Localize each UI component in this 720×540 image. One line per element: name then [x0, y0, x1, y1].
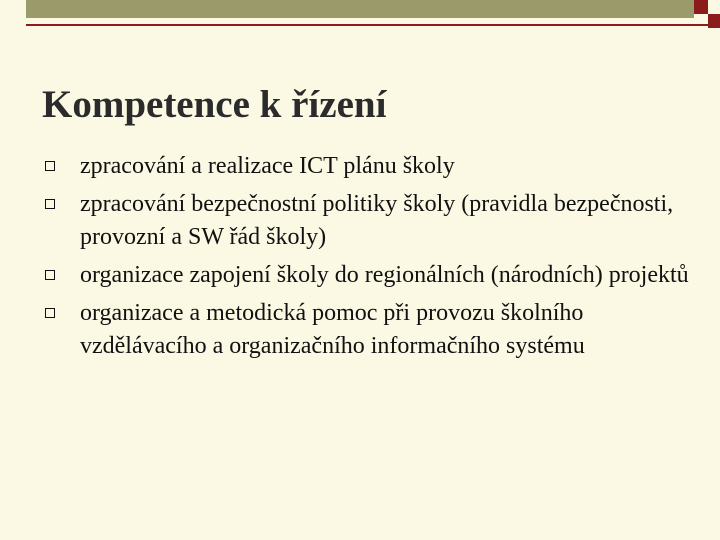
top-decorative-band	[26, 0, 694, 18]
bullet-item-4	[40, 297, 690, 363]
bullet-text: zpracování bezpečnostní politiky školy (pravidla bezpečnosti, provozní a SW řád školy)	[80, 191, 674, 250]
hollow-square-bullet-icon	[45, 308, 55, 318]
bullet-text: zpracování a realizace ICT plánu školy	[80, 153, 455, 179]
bullet-text: organizace zapojení školy do regionálních (národních) projektů	[80, 262, 689, 288]
bullet-item-1	[40, 150, 690, 183]
hollow-square-bullet-icon	[45, 199, 55, 209]
bullet-item-3	[40, 259, 690, 292]
hollow-square-bullet-icon	[45, 161, 55, 171]
title-rule-line	[26, 24, 708, 26]
corner-square-decoration	[694, 0, 708, 14]
corner-square-decoration-lower	[708, 14, 720, 28]
hollow-square-bullet-icon	[45, 270, 55, 280]
slide-title: Kompetence k řízení	[42, 83, 387, 126]
bullet-item-2	[40, 188, 690, 254]
bullet-text: organizace a metodická pomoc při provozu školního vzdělávacího a organizačního informačního systému	[80, 300, 585, 359]
bullet-list	[40, 150, 690, 368]
